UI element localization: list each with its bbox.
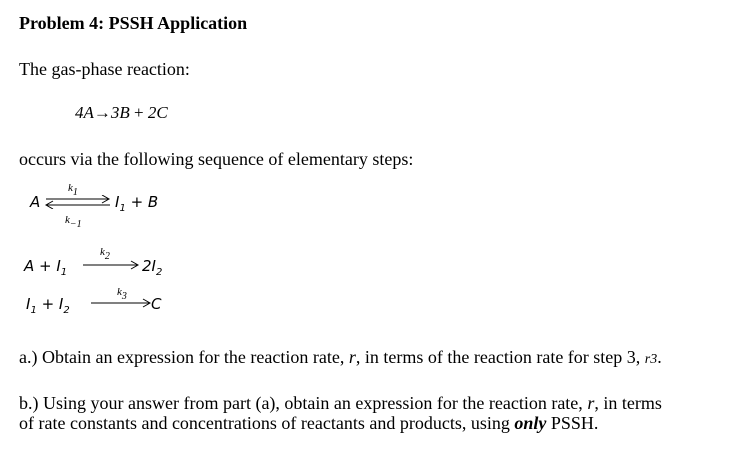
step-2-products: $2I_2$ bbox=[142, 257, 163, 278]
step-3-k-forward: $k_3$ bbox=[117, 286, 127, 302]
intro-text: The gas-phase reaction: bbox=[19, 59, 190, 79]
overall-product-b: 3B bbox=[110, 103, 130, 122]
step-3-reactants: $I_1 + I_2$ bbox=[26, 295, 70, 316]
problem-title: Problem 4: PSSH Application bbox=[19, 13, 248, 33]
question-b-line-1: b.) Using your answer from part (a), obtain an expression for the reaction rate, r, in terms bbox=[19, 393, 662, 413]
step-1-products: $I_1 + B$ bbox=[115, 193, 159, 214]
question-b-line-2: of rate constants and concentrations of reactants and products, using only PSSH. bbox=[19, 413, 599, 433]
overall-product-c: 2C bbox=[147, 103, 168, 122]
step-1-reactant: A bbox=[30, 193, 41, 211]
step-3-product: C bbox=[151, 295, 162, 313]
equilibrium-arrow-icon bbox=[44, 195, 112, 209]
overall-reactant: 4A bbox=[75, 103, 94, 122]
overall-reaction bbox=[75, 103, 168, 123]
step-3-arrow-icon bbox=[90, 298, 152, 308]
step-2-k-forward: $k_2$ bbox=[100, 246, 110, 262]
step-2-arrow-icon bbox=[82, 260, 140, 270]
step-1-k-reverse: $k_{-1}$ bbox=[65, 214, 82, 230]
overall-plus: + bbox=[134, 103, 144, 122]
step-2-reactants: $A + I_1$ bbox=[24, 257, 68, 278]
question-a: a.) Obtain an expression for the reaction rate, r, in terms of the reaction rate for step 3, r3. bbox=[19, 347, 662, 367]
step-1-k-forward: $k_1$ bbox=[68, 182, 78, 198]
mechanism-intro-text: occurs via the following sequence of elementary steps: bbox=[19, 149, 414, 169]
overall-arrow: → bbox=[93, 103, 111, 122]
emphasis-only: only bbox=[514, 413, 547, 433]
